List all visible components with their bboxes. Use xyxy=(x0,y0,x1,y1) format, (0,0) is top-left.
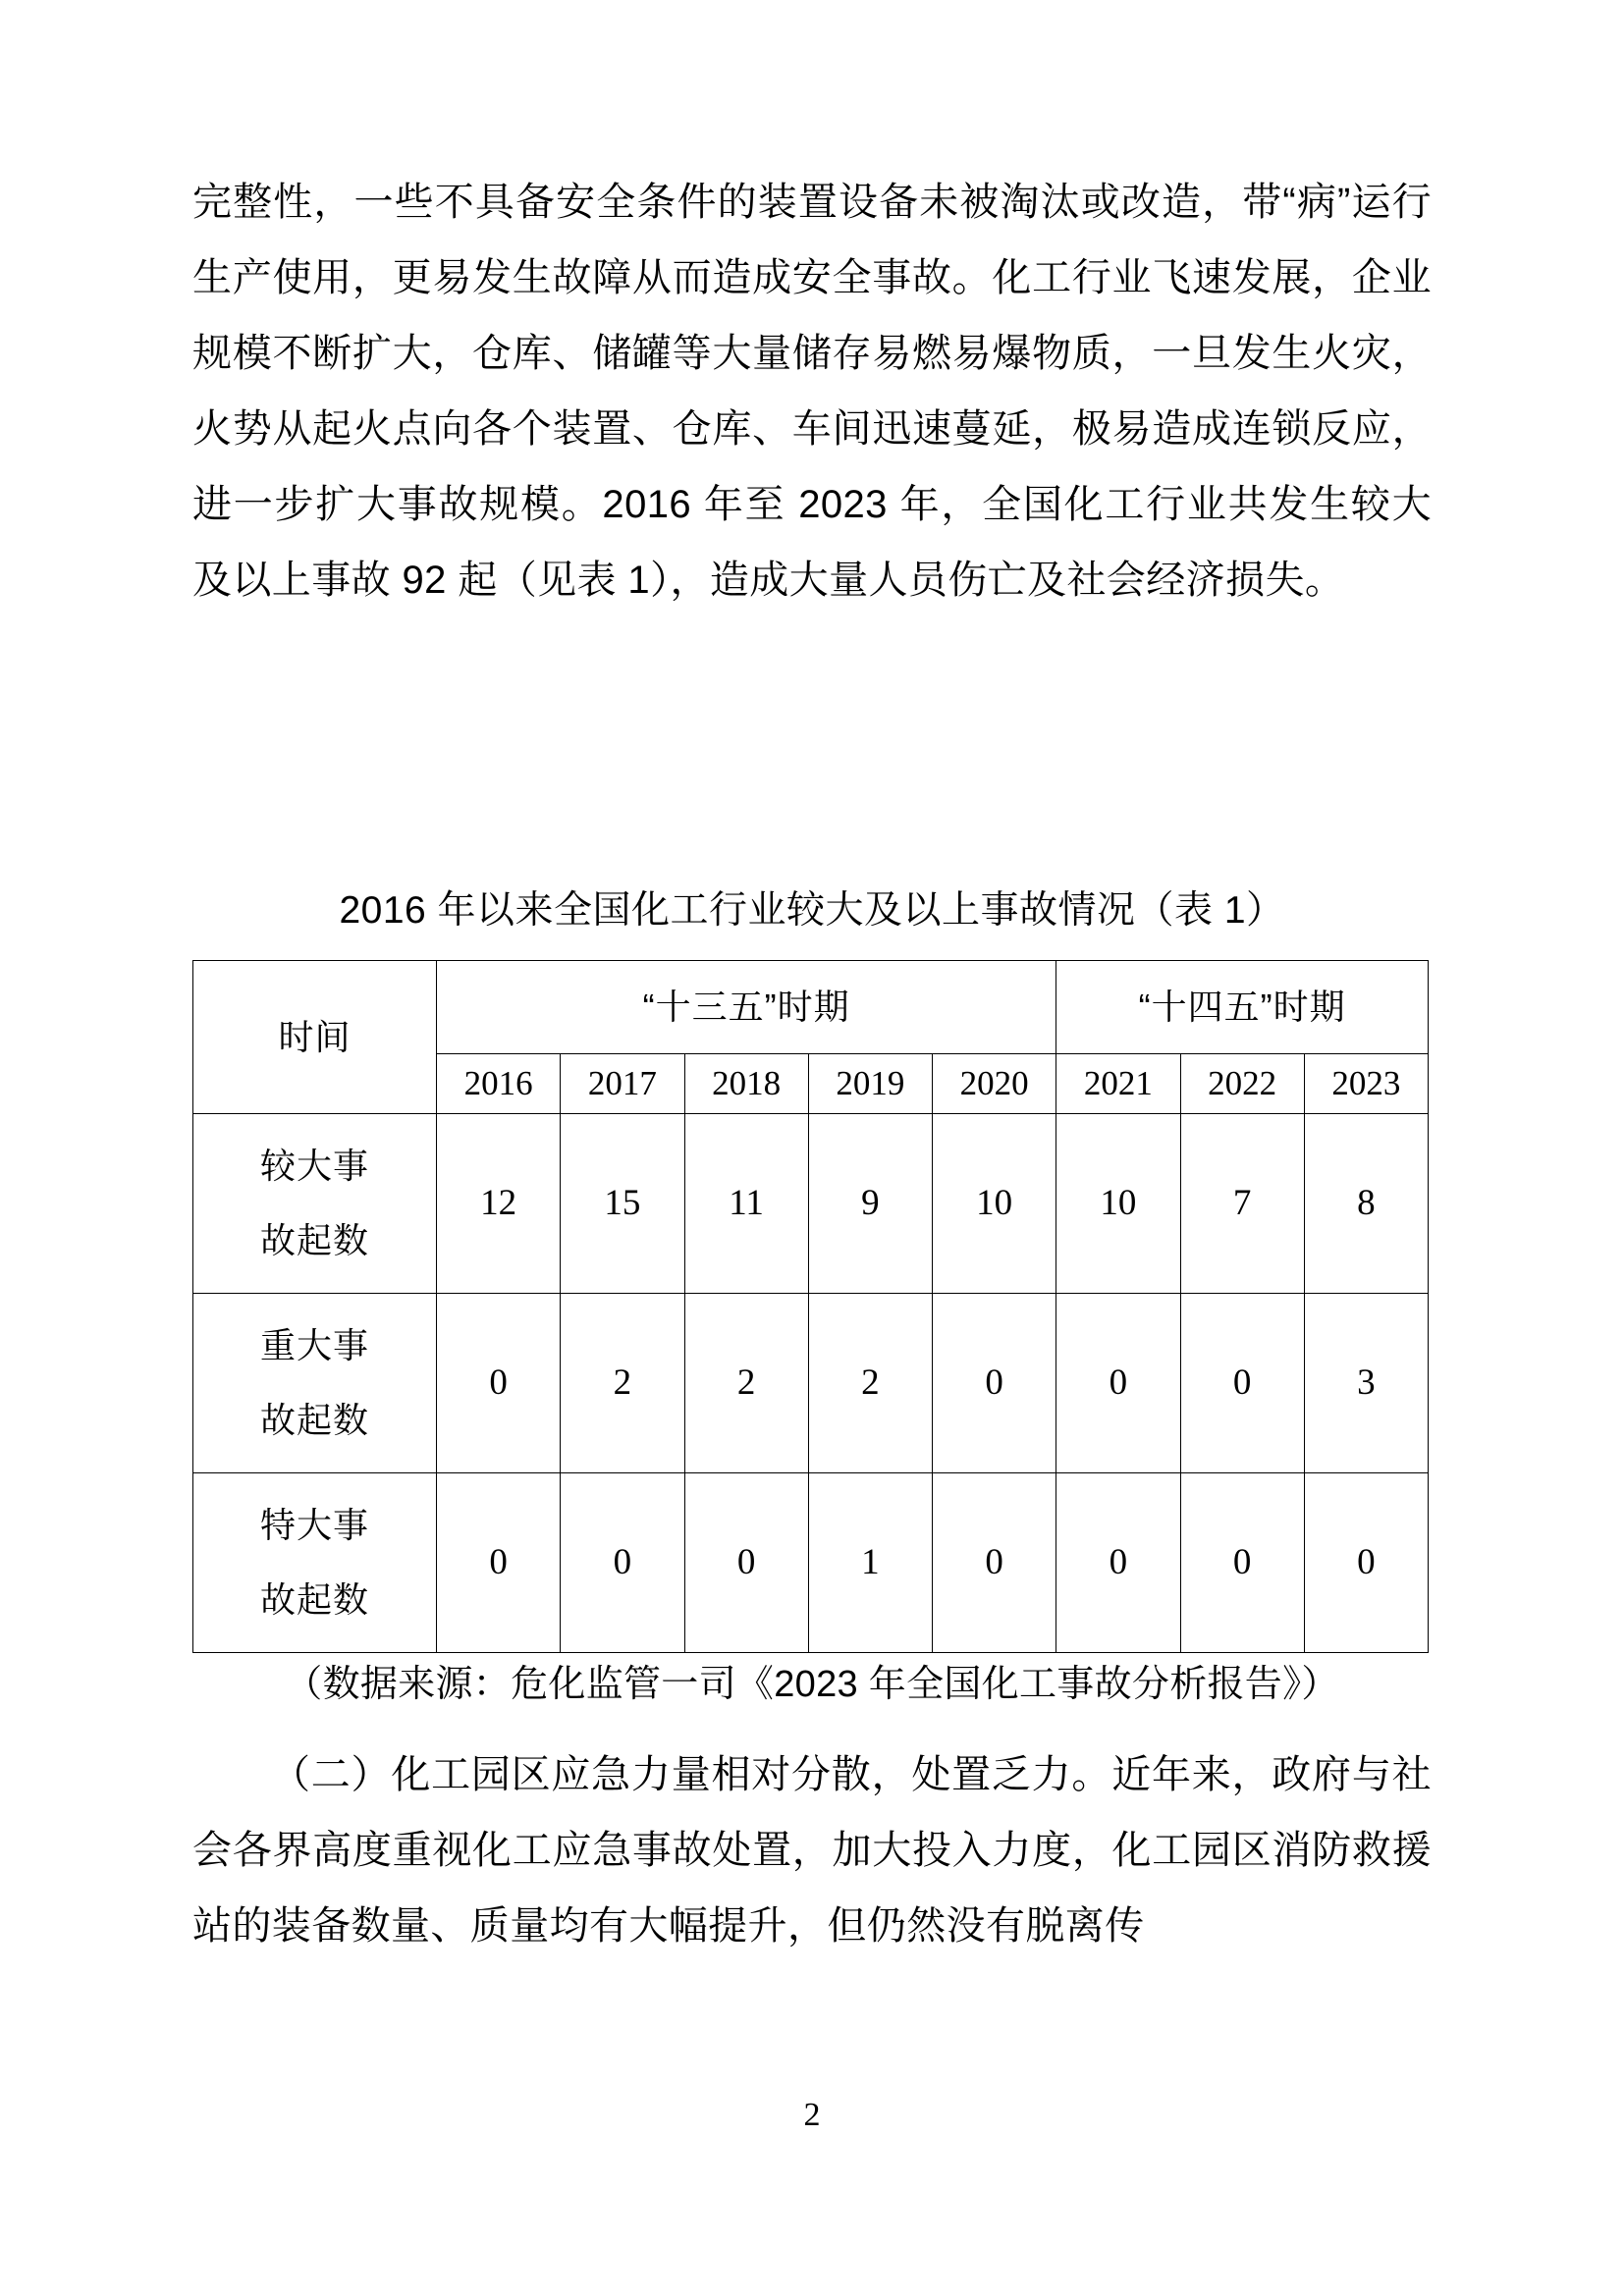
cell-major-2016: 12 xyxy=(437,1114,561,1294)
cell-catastrophic-2018: 0 xyxy=(684,1473,808,1653)
cell-serious-2023: 3 xyxy=(1304,1294,1428,1473)
year-header-2016: 2016 xyxy=(437,1054,561,1114)
cell-catastrophic-2019: 1 xyxy=(808,1473,932,1653)
year-header-2020: 2020 xyxy=(933,1054,1056,1114)
cell-major-2019: 9 xyxy=(808,1114,932,1294)
table-caption: 2016 年以来全国化工行业较大及以上事故情况（表 1） xyxy=(339,889,1285,932)
body-text-bottom xyxy=(192,1737,1432,1964)
cell-serious-2017: 2 xyxy=(561,1294,684,1473)
row-label-line: 较大事 xyxy=(259,1146,369,1186)
page-number: 2 xyxy=(803,2097,821,2133)
cell-catastrophic-2017: 0 xyxy=(561,1473,684,1653)
cell-catastrophic-2016: 0 xyxy=(437,1473,561,1653)
paragraph-section-two: （二）化工园区应急力量相对分散，处置乏力。近年来，政府与社会各界高度重视化工应急事故处置，加大投入力度，化工园区消防救援站的装备数量、质量均有大幅提升，但仍然没有脱离传 xyxy=(192,1753,1432,1948)
cell-catastrophic-2021: 0 xyxy=(1056,1473,1180,1653)
year-header-2017: 2017 xyxy=(561,1054,684,1114)
cell-serious-2019: 2 xyxy=(808,1294,932,1473)
cell-major-2022: 7 xyxy=(1180,1114,1304,1294)
cell-catastrophic-2023: 0 xyxy=(1304,1473,1428,1653)
cell-major-2018: 11 xyxy=(684,1114,808,1294)
cell-major-2017: 15 xyxy=(561,1114,684,1294)
table-row xyxy=(193,1294,1429,1473)
row-label-catastrophic xyxy=(193,1473,437,1653)
table-header-row-periods xyxy=(193,961,1429,1054)
paragraph-continued: 完整性，一些不具备安全条件的装置设备未被淘汰或改造，带“病”运行生产使用，更易发生故障从而造成安全事故。化工行业飞速发展，企业规模不断扩大，仓库、储罐等大量储存易燃易爆物质，一旦发生火灾，火势从起火点向各个装置、仓库、车间迅速蔓延，极易造成连锁反应，进一步扩大事故规模。2016 年至 2023 年，全国化工行业共发生较大及以上事故 92 起（见表 1），造成大量人员伤亡及社会经济损失。 xyxy=(192,181,1432,602)
year-header-2023: 2023 xyxy=(1304,1054,1428,1114)
year-header-2022: 2022 xyxy=(1180,1054,1304,1114)
cell-serious-2016: 0 xyxy=(437,1294,561,1473)
row-label-line: 故起数 xyxy=(259,1400,369,1440)
year-header-2018: 2018 xyxy=(684,1054,808,1114)
period-group-135: “十三五”时期 xyxy=(437,961,1056,1054)
cell-major-2021: 10 xyxy=(1056,1114,1180,1294)
cell-serious-2022: 0 xyxy=(1180,1294,1304,1473)
row-label-major xyxy=(193,1114,437,1294)
row-label-line: 故起数 xyxy=(259,1220,369,1260)
cell-catastrophic-2020: 0 xyxy=(933,1473,1056,1653)
cell-major-2020: 10 xyxy=(933,1114,1056,1294)
table-row xyxy=(193,1114,1429,1294)
year-header-2019: 2019 xyxy=(808,1054,932,1114)
table-source-note: （数据来源：危化监管一司《2023 年全国化工事故分析报告》） xyxy=(285,1664,1339,1705)
row-label-line: 故起数 xyxy=(259,1579,369,1620)
table-row xyxy=(193,1473,1429,1653)
period-group-145: “十四五”时期 xyxy=(1056,961,1429,1054)
body-text-top xyxy=(192,165,1432,618)
row-label-line: 重大事 xyxy=(259,1325,369,1365)
cell-serious-2021: 0 xyxy=(1056,1294,1180,1473)
cell-catastrophic-2022: 0 xyxy=(1180,1473,1304,1653)
cell-serious-2020: 0 xyxy=(933,1294,1056,1473)
year-header-2021: 2021 xyxy=(1056,1054,1180,1114)
cell-serious-2018: 2 xyxy=(684,1294,808,1473)
accident-statistics-table xyxy=(192,960,1429,1653)
row-label-serious xyxy=(193,1294,437,1473)
row-label-line: 特大事 xyxy=(259,1505,369,1545)
cell-major-2023: 8 xyxy=(1304,1114,1428,1294)
table-corner-label: 时间 xyxy=(193,961,437,1114)
